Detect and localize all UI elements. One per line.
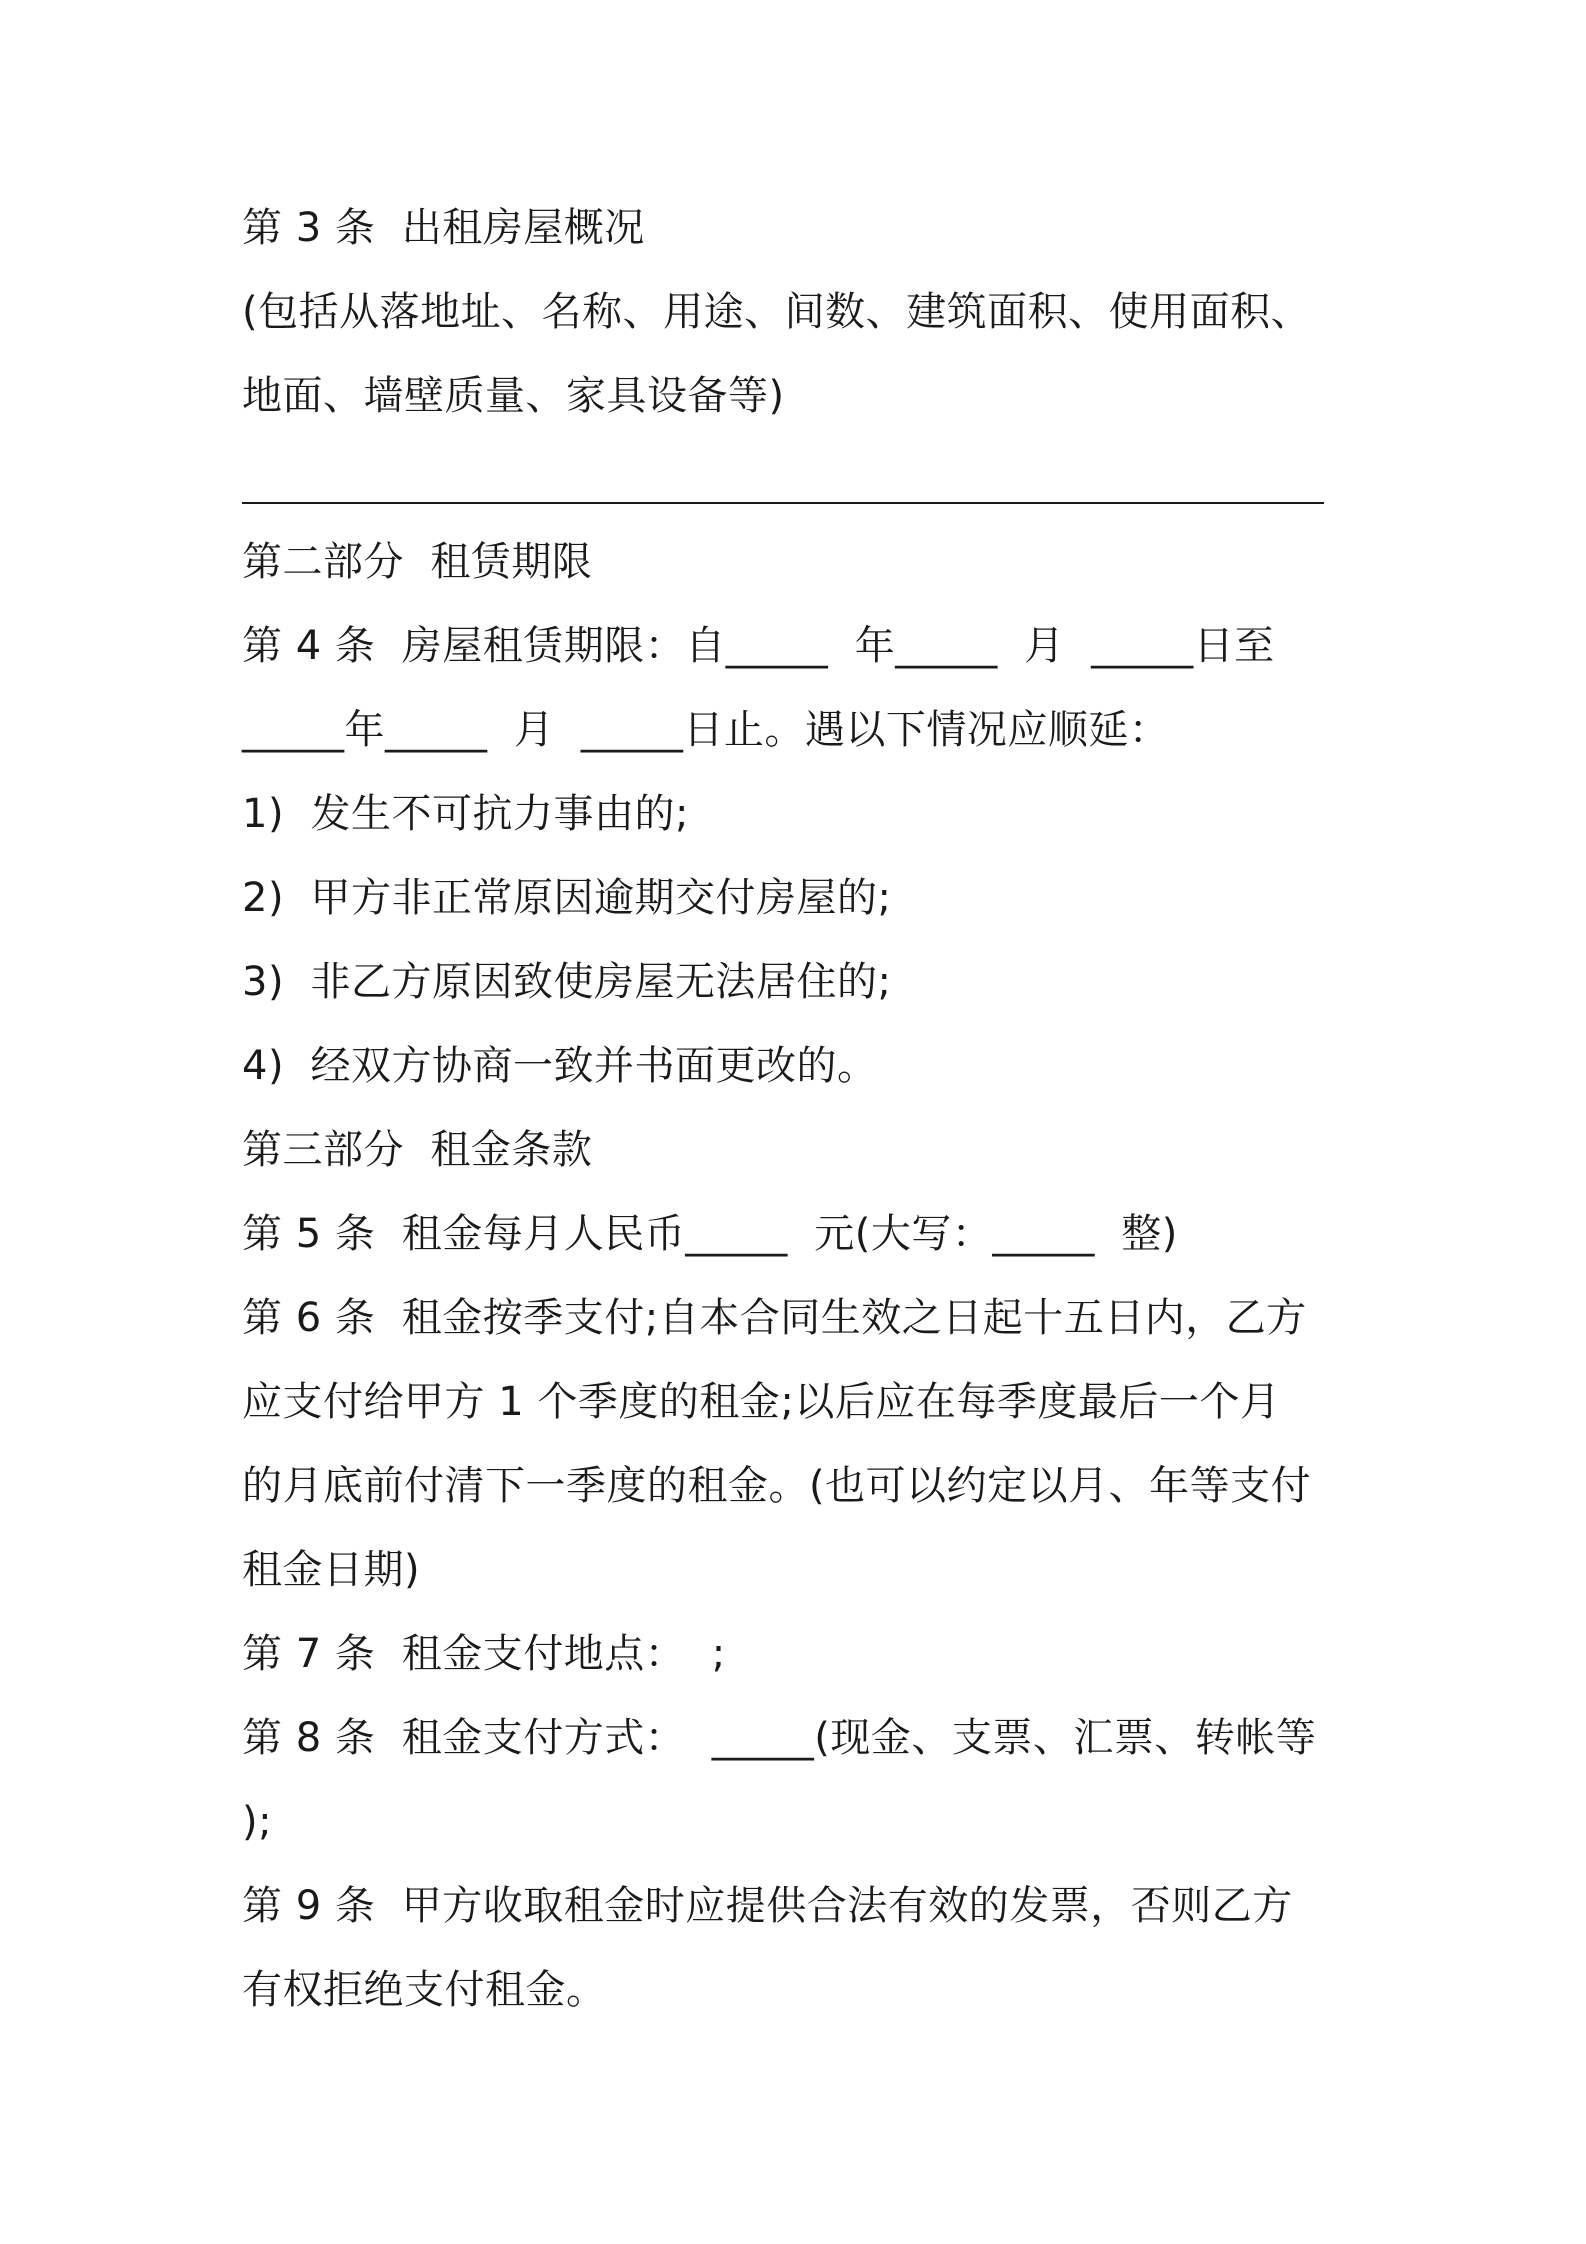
article-9-line-1: 第 9 条 甲方收取租金时应提供合法有效的发票，否则乙方 [242, 1883, 1293, 1929]
list-item-4: 4) 经双方协商一致并书面更改的。 [242, 1043, 878, 1089]
list-item-2: 2) 甲方非正常原因逾期交付房屋的; [242, 875, 892, 921]
list-item-3: 3) 非乙方原因致使房屋无法居住的; [242, 959, 892, 1005]
part-2-heading: 第二部分 租赁期限 [242, 539, 593, 585]
article-6-line-4: 租金日期) [242, 1547, 421, 1593]
article-8-line-2: ); [242, 1799, 273, 1845]
article-3-description-line-1: (包括从落地址、名称、用途、间数、建筑面积、使用面积、 [242, 289, 1312, 335]
article-8-line-1: 第 8 条 租金支付方式： _____(现金、支票、汇票、转帐等 [242, 1715, 1317, 1761]
article-5: 第 5 条 租金每月人民币_____ 元(大写：_____ 整) [242, 1211, 1178, 1257]
article-4-line-1: 第 4 条 房屋租赁期限：自_____ 年_____ 月 _____日至 [242, 623, 1275, 669]
list-item-1: 1) 发生不可抗力事由的; [242, 791, 689, 837]
article-3-title: 第 3 条 出租房屋概况 [242, 205, 645, 251]
fill-in-underline [242, 502, 1324, 504]
article-4-line-2: _____年_____ 月 _____日止。遇以下情况应顺延： [242, 707, 1170, 753]
article-9-line-2: 有权拒绝支付租金。 [242, 1967, 607, 2013]
article-6-line-3: 的月底前付清下一季度的租金。(也可以约定以月、年等支付 [242, 1463, 1312, 1509]
part-3-heading: 第三部分 租金条款 [242, 1127, 593, 1173]
article-7: 第 7 条 租金支付地点： ; [242, 1631, 726, 1677]
article-3-description-line-2: 地面、墙壁质量、家具设备等) [242, 373, 785, 419]
article-6-line-1: 第 6 条 租金按季支付;自本合同生效之日起十五日内，乙方 [242, 1295, 1307, 1341]
article-6-line-2: 应支付给甲方 1 个季度的租金;以后应在每季度最后一个月 [242, 1379, 1281, 1425]
